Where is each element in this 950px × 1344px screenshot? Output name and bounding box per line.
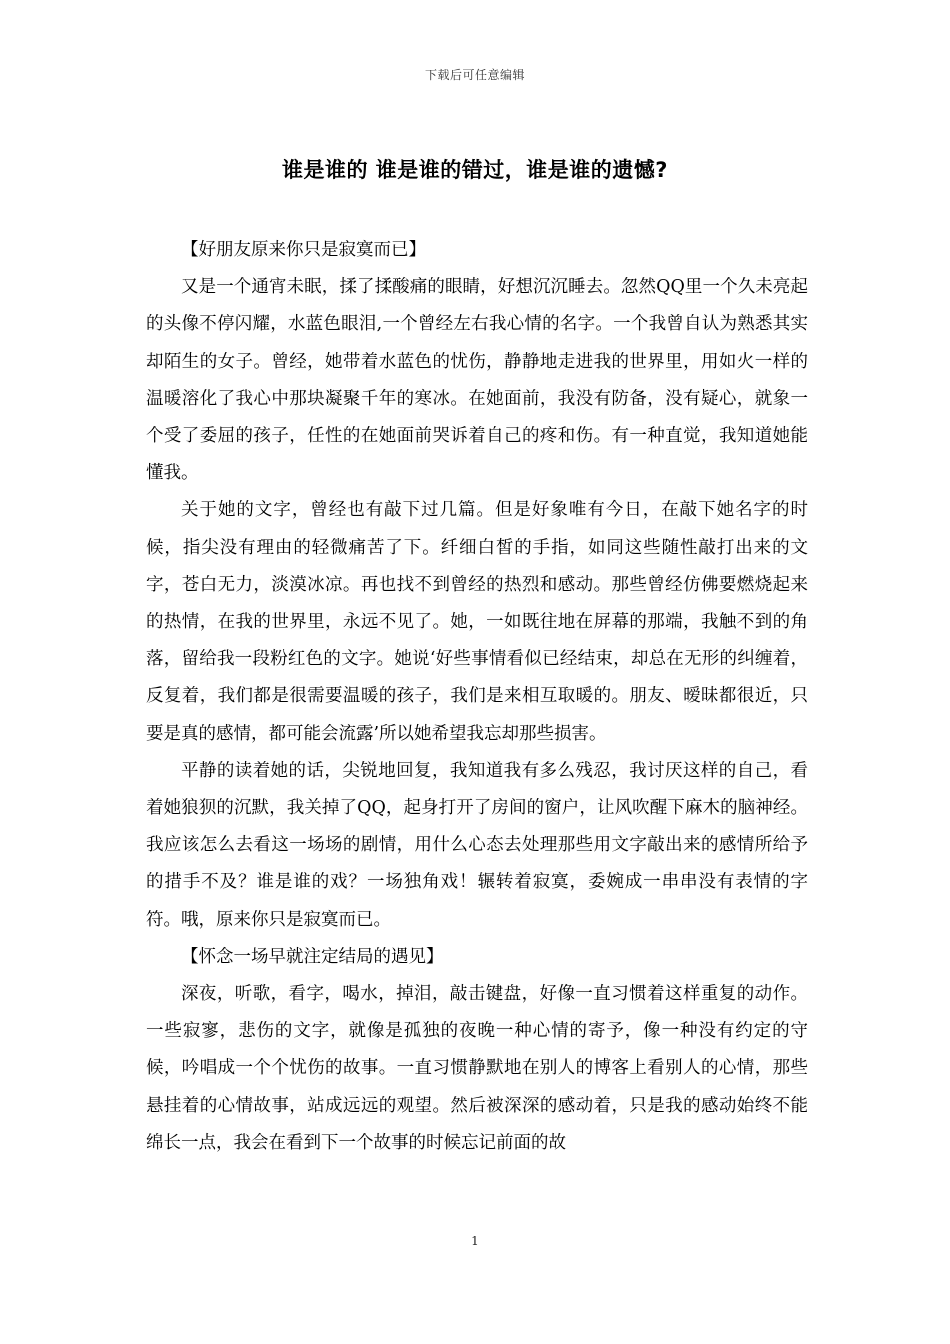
paragraph: 深夜，听歌，看字，喝水，掉泪，敲击键盘，好像一直习惯着这样重复的动作。一些寂寥，悲伤的文字，就像是孤独的夜晚一种心情的寄予，像一种没有约定的守候，吟唱成一个个忧伤的故事。一直习惯静默地在别人的博客上看别人的心情，那些悬挂着的心情故事，站成远远的观望。然后被深深的感动着，只是我的感动始终不能绵长一点，我会在看到下一个故事的时候忘记前面的故 [146,984,808,1153]
section-heading: 【怀念一场早就注定结局的遇见】 [181,946,444,967]
page-number: 1 [471,1234,479,1248]
page-header-note: 下载后可任意编辑 [424,68,525,82]
section-heading: 【好朋友原来你只是寂寞而已】 [181,240,426,260]
document-body [146,232,808,1162]
paragraph: 又是一个通宵未眠，揉了揉酸痛的眼睛，好想沉沉睡去。忽然QQ里一个久未亮起的头像不停闪耀，水蓝色眼泪,一个曾经左右我心情的名字。一个我曾自认为熟悉其实却陌生的女子。曾经，她带着水蓝色的忧伤，静静地走进我的世界里，用如火一样的温暖溶化了我心中那块凝聚千年的寒冰。在她面前，我没有防备，没有疑心，就象一个受了委屈的孩子，任性的在她面前哭诉着自己的疼和伤。有一种直觉，我知道她能懂我。 [146,277,808,484]
paragraph: 平静的读着她的话，尖锐地回复，我知道我有多么残忍，我讨厌这样的自己，看着她狼狈的沉默，我关掉了QQ，起身打开了房间的窗户，让风吹醒下麻木的脑神经。我应该怎么去看这一场场的剧情，用什么心态去处理那些用文字敲出来的感情所给予的措手不及？谁是谁的戏？一场独角戏！辗转着寂寞，委婉成一串串没有表情的字符。哦，原来你只是寂寞而已。 [146,760,808,930]
document-title: 谁是谁的 谁是谁的错过，谁是谁的遗憾? [282,158,668,182]
paragraph: 关于她的文字，曾经也有敲下过几篇。但是好象唯有今日，在敲下她名字的时候，指尖没有理由的轻微痛苦了下。纤细白皙的手指，如同这些随性敲打出来的文字，苍白无力，淡漠冰凉。再也找不到曾经的热烈和感动。那些曾经仿佛要燃烧起来的热情，在我的世界里，永远不见了。她，一如既往地在屏幕的那端，我触不到的角落，留给我一段粉红色的文字。她说‘好些事情看似已经结束，却总在无形的纠缠着，反复着，我们都是很需要温暖的孩子，我们是来相互取暖的。朋友、暧昧都很近，只要是真的感情，都可能会流露’所以她希望我忘却那些损害。 [146,500,808,744]
